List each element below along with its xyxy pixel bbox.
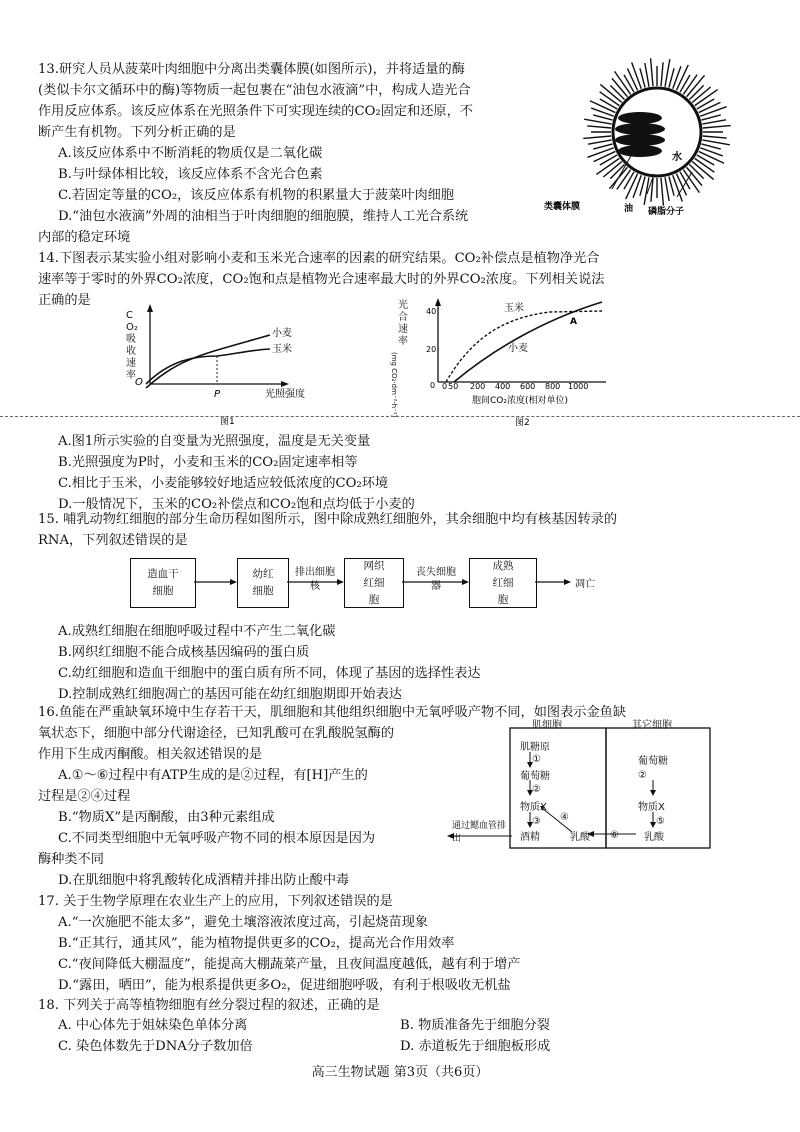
- phospholipid-spike: [624, 75, 634, 92]
- fig2-caption: 图2: [515, 418, 530, 428]
- phospholipid-spike: [700, 107, 726, 117]
- fig2-ytick-40: 40: [426, 307, 437, 316]
- phospholipid-spike: [697, 99, 714, 109]
- q17-option-c: C.“夜间降低大棚温度”，能提高大棚蔬菜产量，且夜间温度越低，越有利于增产: [58, 957, 521, 972]
- arrowhead-step-2b: [650, 790, 656, 796]
- droplet-svg: [544, 54, 772, 226]
- fig1-legend-wheat: 小麦: [272, 328, 292, 339]
- thylakoid-label: 类囊体膜: [544, 202, 581, 212]
- phospholipid-spike: [703, 136, 727, 138]
- fig1-legend-maize: 玉米: [272, 344, 292, 355]
- phospholipid-label: 磷脂分子: [648, 207, 685, 217]
- q18-option-b: B. 物质准备先于细胞分裂: [400, 1018, 550, 1033]
- fig2-tick-50: 50: [448, 382, 459, 391]
- q13-stem-line-1: 13.研究人员从菠菜叶肉细胞中分离出类囊体膜(如图所示)，并将适量的酶: [38, 62, 465, 77]
- fig1-x-arrow: [281, 381, 289, 387]
- fig16-col2: 其它细胞: [632, 720, 672, 731]
- flow-label-enucleation: 排出细胞核: [295, 567, 335, 592]
- fig16-step5: ⑤: [656, 816, 665, 827]
- phospholipid-spike: [665, 177, 669, 201]
- fig16-step1: ①: [532, 754, 541, 765]
- q18-title: 18. 下列关于高等植物细胞有丝分裂过程的叙述，正确的是: [38, 998, 380, 1013]
- flow-label-apoptosis: 凋亡: [575, 579, 595, 590]
- fig2-ylabel: 光合速率: [398, 300, 408, 347]
- oil-label: 油: [624, 204, 634, 214]
- fig2-point-a: A: [570, 317, 577, 327]
- q16-option-b: B.“物质X”是丙酮酸，由3种元素组成: [58, 810, 275, 825]
- q17-title: 17. 关于生物学原理在农业生产上的应用，下列叙述错误的是: [38, 894, 393, 909]
- fig16-step6: ⑥: [610, 830, 619, 841]
- fold-divider: [0, 416, 800, 417]
- phospholipid-spike: [669, 176, 674, 195]
- q15-option-a: A.成熟红细胞在细胞呼吸过程中不产生二氧化碳: [58, 624, 336, 639]
- phospholipid-spike: [690, 85, 704, 99]
- fig16-exit-label: 通过鳃血管排出: [452, 821, 507, 844]
- phospholipid-spike: [673, 175, 683, 201]
- phospholipid-spike: [583, 136, 611, 138]
- phospholipid-spike: [701, 115, 720, 120]
- metabolism-figure: [440, 720, 740, 860]
- q16-stem-line-1: 16.鱼能在严重缺氧环境中生存若干天，肌细胞和其他组织细胞中无氧呼吸产物不同，如图表示金鱼缺: [38, 705, 627, 720]
- phospholipid-pointer: [677, 172, 692, 197]
- fig16-step2b: ②: [638, 770, 647, 781]
- q16-option-a-cont: 过程是②④过程: [38, 789, 131, 804]
- fig1-curve-wheat: [146, 335, 270, 388]
- fig16-glycogen: 肌糖原: [520, 742, 550, 753]
- q15-stem-line-2: RNA，下列叙述错误的是: [38, 533, 188, 548]
- q16-option-c-cont: 酶种类不同: [38, 852, 104, 867]
- q14-stem-line-3: 正确的是: [38, 293, 91, 308]
- q13-stem-line-4: 断产生有机物。下列分析正确的是: [38, 125, 236, 140]
- phospholipid-spike: [593, 115, 612, 120]
- phospholipid-spike: [651, 58, 653, 86]
- phospholipid-spike: [699, 102, 721, 112]
- phospholipid-spike: [676, 65, 688, 90]
- fig1-origin: O: [135, 377, 143, 388]
- phospholipid-spike: [624, 172, 634, 189]
- flow-arrowhead-3: [462, 579, 469, 585]
- flow-box-reticulocyte-label: 网织红细胞: [363, 559, 385, 606]
- phospholipid-spike: [600, 155, 617, 165]
- q18-option-a: A. 中心体先于姐妹染色单体分离: [58, 1018, 248, 1033]
- fig2-tick-200: 200: [470, 382, 486, 391]
- phospholipid-spike: [676, 174, 686, 196]
- flow-box-mature-rbc-label: 成熟红细胞: [492, 559, 514, 606]
- fig1-p-label: P: [214, 389, 221, 400]
- q18-option-d: D. 赤道板先于细胞板形成: [400, 1039, 551, 1054]
- phospholipid-spike: [590, 101, 615, 113]
- phospholipid-spike: [588, 140, 612, 144]
- figure-2-svg: [380, 296, 620, 428]
- fig16-step3: ③: [532, 816, 541, 827]
- q14-option-c: C.相比于玉米，小麦能够较好地适应较低浓度的CO₂环境: [58, 476, 389, 491]
- fig2-tick-400: 400: [495, 382, 511, 391]
- q15-stem-line-1: 15. 哺乳动物红细胞的部分生命历程如图所示，图中除成熟红细胞外，其余细胞中均有核基因转录的: [38, 512, 618, 527]
- phospholipid-spike: [680, 75, 690, 92]
- fig2-y-arrow: [435, 298, 441, 306]
- phospholipid-spike: [584, 119, 612, 124]
- flow-arrowhead-2: [337, 579, 344, 585]
- water-label: 水: [672, 152, 682, 163]
- q14-stem-line-1: 14.下图表示某实验小组对影响小麦和玉米光合速率的因素的研究结果。CO₂补偿点是植物净光合: [38, 251, 600, 266]
- q18-option-c: C. 染色体数先于DNA分子数加倍: [58, 1039, 253, 1054]
- q13-option-a: A.该反应体系中不断消耗的物质仅是二氧化碳: [58, 146, 323, 161]
- fig2-tick-0: 0: [442, 382, 448, 391]
- fig2-ytick-20: 20: [426, 345, 437, 354]
- q13-option-d-cont: 内部的稳定环境: [38, 230, 131, 245]
- q15-option-b: B.网织红细胞不能合成核基因编码的蛋白质: [58, 645, 310, 660]
- thylakoid-disc-2: [615, 123, 665, 135]
- phospholipid-spike: [701, 144, 720, 149]
- fig16-alcohol: 酒精: [520, 832, 540, 843]
- q16-stem-line-3: 作用下生成丙酮酸。相关叙述错误的是: [38, 747, 263, 762]
- thylakoid-disc-4: [618, 145, 662, 157]
- fig2-xlabel: 胞间CO₂浓度(相对单位): [472, 396, 568, 406]
- q13-option-c: C.若固定等量的CO₂，该反应体系有机物的积累量大于菠菜叶肉细胞: [58, 188, 455, 203]
- phospholipid-spike: [627, 69, 637, 91]
- fig2-curve-wheat: [454, 302, 602, 382]
- q15-option-c: C.幼红细胞和造血干细胞中的蛋白质有所不同，体现了基因的选择性表达: [58, 666, 481, 681]
- flow-box-erythroblast-label: 幼红细胞: [252, 568, 274, 597]
- phospholipid-spike: [661, 178, 663, 206]
- thylakoid-disc-3: [615, 134, 665, 146]
- phospholipid-spike: [600, 99, 617, 109]
- phospholipid-spike: [661, 62, 663, 86]
- flow-arrows: [130, 558, 610, 606]
- fig1-caption: 图1: [220, 417, 235, 427]
- flow-label-organelle-loss: 丧失细胞器: [416, 567, 456, 592]
- fig16-step4: ④: [560, 812, 569, 823]
- fig2-legend-maize: 玉米: [504, 303, 524, 314]
- q17-option-a: A.“一次施肥不能太多”，避免土壤溶液浓度过高，引起烧苗现象: [58, 915, 429, 930]
- fig2-legend-wheat: 小麦: [508, 343, 528, 354]
- phospholipid-spike: [697, 155, 714, 165]
- phospholipid-spike: [680, 172, 690, 189]
- fig16-glucose-1: 葡萄糖: [520, 771, 550, 782]
- q14-option-d: D.一般情况下，玉米的CO₂补偿点和CO₂饱和点均低于小麦的: [58, 497, 415, 512]
- fig2-tick-600: 600: [520, 382, 536, 391]
- fig16-lactate-2: 乳酸: [644, 832, 664, 843]
- phospholipid-spike: [669, 68, 674, 87]
- phospholipid-spike: [665, 59, 670, 87]
- q16-option-d: D.在肌细胞中将乳酸转化成酒精并排出防止酸中毒: [58, 873, 350, 888]
- q13-option-d: D.“油包水液滴”外周的油相当于叶肉细胞的细胞膜，维持人工光合系统: [58, 209, 469, 224]
- thylakoid-disc-1: [618, 112, 662, 124]
- flow-arrowhead-1: [230, 579, 237, 585]
- phospholipid-spike: [702, 120, 726, 124]
- fig16-step2: ②: [532, 784, 541, 795]
- fig1-y-arrow: [147, 304, 153, 312]
- q16-option-c: C.不同类型细胞中无氧呼吸产物不同的根本原因是因为: [58, 831, 376, 846]
- oil-droplet-figure: [544, 54, 772, 226]
- phospholipid-spike: [593, 144, 612, 149]
- phospholipid-spike: [690, 165, 704, 179]
- fig16-lactate-1: 乳酸: [570, 832, 590, 843]
- figure-1: [120, 300, 380, 428]
- fig2-ytick-0: 0: [430, 381, 436, 390]
- flow-arrowhead-4: [564, 579, 571, 585]
- phospholipid-spike: [594, 151, 616, 161]
- fig16-glucose-2: 葡萄糖: [638, 756, 668, 767]
- flow-box-hsc-label: 造血干细胞: [147, 568, 179, 597]
- q13-option-b: B.与叶绿体相比较，该反应体系不含光合色素: [58, 167, 323, 182]
- q14-option-b: B.光照强度为P时，小麦和玉米的CO₂固定速率相等: [58, 455, 358, 470]
- phospholipid-spike: [640, 176, 645, 195]
- fig16-x-1: 物质X: [520, 802, 547, 813]
- q14-stem-line-2: 速率等于零时的外界CO₂浓度，CO₂饱和点是植物光合速率最大时的外界CO₂浓度。下列相关说法: [38, 272, 605, 287]
- q17-option-d: D.“露田，晒田”，能为根系提供更多O₂，促进细胞呼吸，有利于根吸收无机盐: [58, 978, 511, 993]
- q13-stem-line-2: (类似卡尔文循环中的酶)等物质一起包裹在“油包水液滴”中，构成人造光合: [38, 83, 471, 98]
- fig1-xlabel: 光照强度: [265, 389, 305, 400]
- q15-option-d: D.控制成熟红细胞凋亡的基因可能在幼红细胞期即开始表达: [58, 687, 402, 702]
- phospholipid-spike: [610, 85, 624, 99]
- fig1-curve-maize: [146, 349, 270, 384]
- fig16-col1: 肌细胞: [532, 720, 562, 731]
- fig1-ylabel: CO₂吸收速率: [126, 310, 138, 381]
- q14-option-a: A.图1所示实验的自变量为光照强度，温度是无关变量: [58, 434, 371, 449]
- phospholipid-spike: [703, 126, 731, 128]
- page-footer: 高三生物试题 第3页（共6页）: [311, 1065, 489, 1080]
- phospholipid-spike: [702, 140, 730, 145]
- q16-stem-line-2: 氧状态下，细胞中部分代谢途径，已知乳酸可在乳酸脱氢酶的: [38, 726, 395, 741]
- q17-option-b: B.“正其行，通其风”，能为植物提供更多的CO₂，提高光合作用效率: [58, 936, 455, 951]
- phospholipid-spike: [699, 151, 724, 163]
- fig2-tick-800: 800: [545, 382, 561, 391]
- fig2-tick-1000: 1000: [568, 382, 589, 391]
- phospholipid-spike: [645, 63, 649, 87]
- phospholipid-spike: [587, 148, 613, 158]
- phospholipid-spike: [626, 174, 638, 199]
- q13-stem-line-3: 作用反应体系。该反应体系在光照条件下可实现连续的CO₂固定和还原，不: [38, 104, 473, 119]
- figure-2: [380, 296, 620, 428]
- phospholipid-spike: [632, 62, 642, 88]
- phospholipid-spike: [587, 126, 611, 128]
- q16-option-a: A.①～⑥过程中有ATP生成的是②过程，有[H]产生的: [58, 768, 368, 783]
- phospholipid-spike: [640, 68, 645, 87]
- figure-1-svg: [120, 300, 380, 428]
- fig16-x-2: 物质X: [638, 802, 665, 813]
- fig2-yunit: (mg CO₂·dm⁻²·h⁻¹): [390, 352, 398, 418]
